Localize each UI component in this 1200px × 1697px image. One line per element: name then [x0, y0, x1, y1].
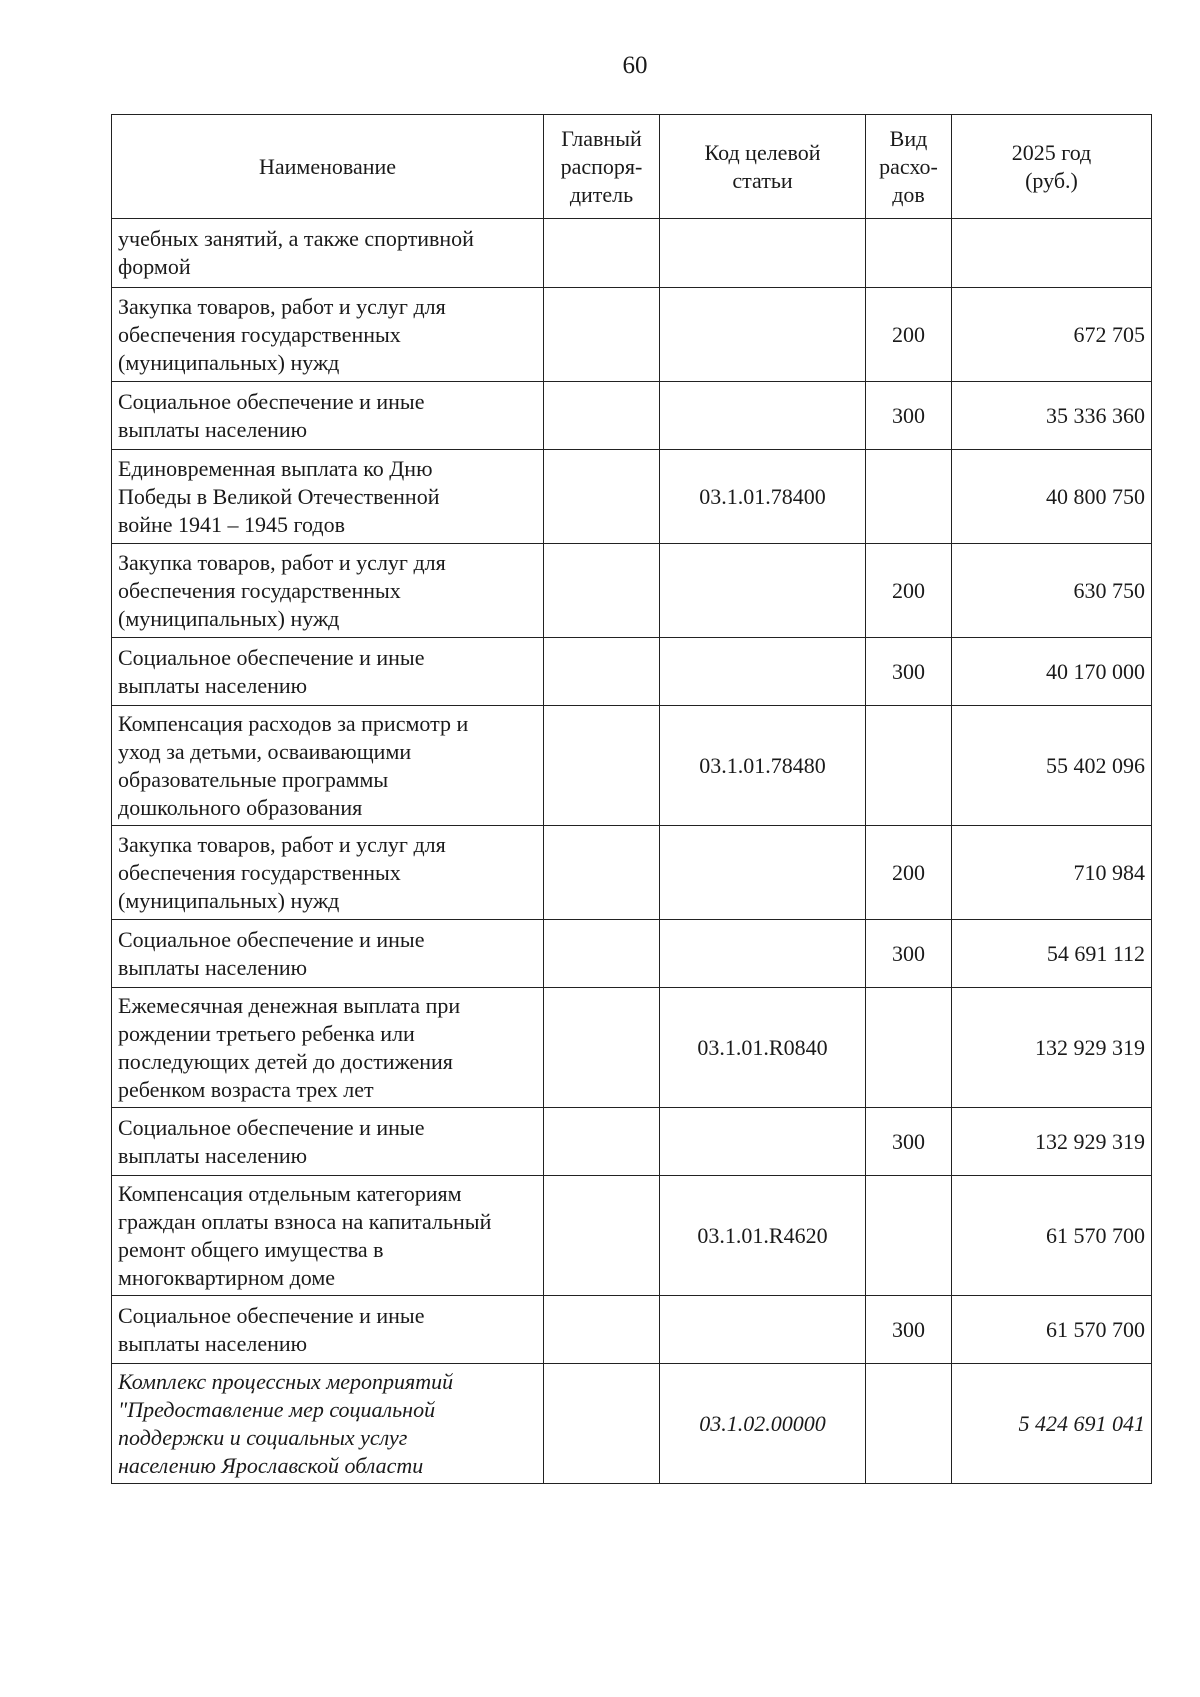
- row-code: [660, 826, 866, 920]
- row-name: Социальное обеспечение и иные выплаты населению: [112, 638, 544, 706]
- row-name: Единовременная выплата ко Дню Победы в Великой Отечественной войне 1941 – 1945 годов: [112, 450, 544, 544]
- row-sum: 630 750: [952, 544, 1152, 638]
- row-vid: 200: [866, 544, 952, 638]
- row-sum: 5 424 691 041: [952, 1364, 1152, 1484]
- row-code: [660, 544, 866, 638]
- row-code: [660, 382, 866, 450]
- table-row: [112, 706, 1152, 826]
- row-code: [660, 1296, 866, 1364]
- row-name: Социальное обеспечение и иные выплаты населению: [112, 1296, 544, 1364]
- row-sum: 132 929 319: [952, 988, 1152, 1108]
- row-sum: 55 402 096: [952, 706, 1152, 826]
- row-sum: 40 170 000: [952, 638, 1152, 706]
- table-row: [112, 544, 1152, 638]
- row-code: 03.1.01.78400: [660, 450, 866, 544]
- row-sum: 61 570 700: [952, 1176, 1152, 1296]
- table-row: [112, 988, 1152, 1108]
- row-name: Закупка товаров, работ и услуг для обеспечения государственных (муниципальных) нужд: [112, 544, 544, 638]
- row-name: Комплекс процессных мероприятий "Предоставление мер социальной поддержки и социальных услуг населению Ярославской области: [112, 1364, 544, 1484]
- row-name: Закупка товаров, работ и услуг для обеспечения государственных (муниципальных) нужд: [112, 826, 544, 920]
- row-sum: 35 336 360: [952, 382, 1152, 450]
- row-glavny: [544, 1364, 660, 1484]
- table-row: [112, 1364, 1152, 1484]
- page-number: 60: [622, 52, 648, 79]
- table-row: [112, 288, 1152, 382]
- row-code: [660, 288, 866, 382]
- row-sum: 40 800 750: [952, 450, 1152, 544]
- row-vid: [866, 988, 952, 1108]
- row-name: Социальное обеспечение и иные выплаты населению: [112, 920, 544, 988]
- row-sum: 61 570 700: [952, 1296, 1152, 1364]
- row-glavny: [544, 826, 660, 920]
- header-glavny: Главный распоря- дитель: [544, 115, 660, 219]
- row-code: 03.1.01.R4620: [660, 1176, 866, 1296]
- header-vid: Вид расхо- дов: [866, 115, 952, 219]
- budget-table: [111, 114, 1152, 1484]
- row-code: 03.1.01.78480: [660, 706, 866, 826]
- row-glavny: [544, 382, 660, 450]
- row-vid: [866, 1176, 952, 1296]
- table-row: [112, 1108, 1152, 1176]
- row-code: 03.1.02.00000: [660, 1364, 866, 1484]
- row-vid: [866, 1364, 952, 1484]
- header-code: Код целевой статьи: [660, 115, 866, 219]
- row-glavny: [544, 638, 660, 706]
- row-glavny: [544, 450, 660, 544]
- row-glavny: [544, 988, 660, 1108]
- row-name: Закупка товаров, работ и услуг для обеспечения государственных (муниципальных) нужд: [112, 288, 544, 382]
- row-name: Компенсация отдельным категориям граждан оплаты взноса на капитальный ремонт общего имущества в многоквартирном доме: [112, 1176, 544, 1296]
- row-glavny: [544, 219, 660, 288]
- row-code: [660, 920, 866, 988]
- table-row: [112, 382, 1152, 450]
- row-vid: [866, 219, 952, 288]
- row-code: [660, 1108, 866, 1176]
- table-row: [112, 450, 1152, 544]
- row-vid: 200: [866, 288, 952, 382]
- row-sum: 672 705: [952, 288, 1152, 382]
- row-name: Ежемесячная денежная выплата при рождении третьего ребенка или последующих детей до достижения ребенком возраста трех лет: [112, 988, 544, 1108]
- header-year: 2025 год (руб.): [952, 115, 1152, 219]
- row-glavny: [544, 1108, 660, 1176]
- row-code: [660, 219, 866, 288]
- row-glavny: [544, 544, 660, 638]
- row-glavny: [544, 288, 660, 382]
- row-sum: 132 929 319: [952, 1108, 1152, 1176]
- row-glavny: [544, 1296, 660, 1364]
- row-vid: 300: [866, 638, 952, 706]
- row-name: Социальное обеспечение и иные выплаты населению: [112, 1108, 544, 1176]
- row-vid: 300: [866, 1108, 952, 1176]
- row-glavny: [544, 920, 660, 988]
- row-vid: 300: [866, 1296, 952, 1364]
- table-row: [112, 219, 1152, 288]
- table-row: [112, 826, 1152, 920]
- row-vid: 300: [866, 382, 952, 450]
- header-row: [112, 115, 1152, 219]
- table-row: [112, 638, 1152, 706]
- row-name: Социальное обеспечение и иные выплаты населению: [112, 382, 544, 450]
- table-row: [112, 1296, 1152, 1364]
- row-glavny: [544, 1176, 660, 1296]
- header-name: Наименование: [112, 115, 544, 219]
- row-vid: 200: [866, 826, 952, 920]
- row-vid: 300: [866, 920, 952, 988]
- row-code: 03.1.01.R0840: [660, 988, 866, 1108]
- row-vid: [866, 706, 952, 826]
- row-sum: 54 691 112: [952, 920, 1152, 988]
- row-code: [660, 638, 866, 706]
- table-row: [112, 1176, 1152, 1296]
- row-sum: 710 984: [952, 826, 1152, 920]
- row-name: учебных занятий, а также спортивной формой: [112, 219, 544, 288]
- row-name: Компенсация расходов за присмотр и уход за детьми, осваивающими образовательные программы дошкольного образования: [112, 706, 544, 826]
- table-row: [112, 920, 1152, 988]
- table-body: [112, 219, 1152, 1484]
- row-vid: [866, 450, 952, 544]
- row-glavny: [544, 706, 660, 826]
- row-sum: [952, 219, 1152, 288]
